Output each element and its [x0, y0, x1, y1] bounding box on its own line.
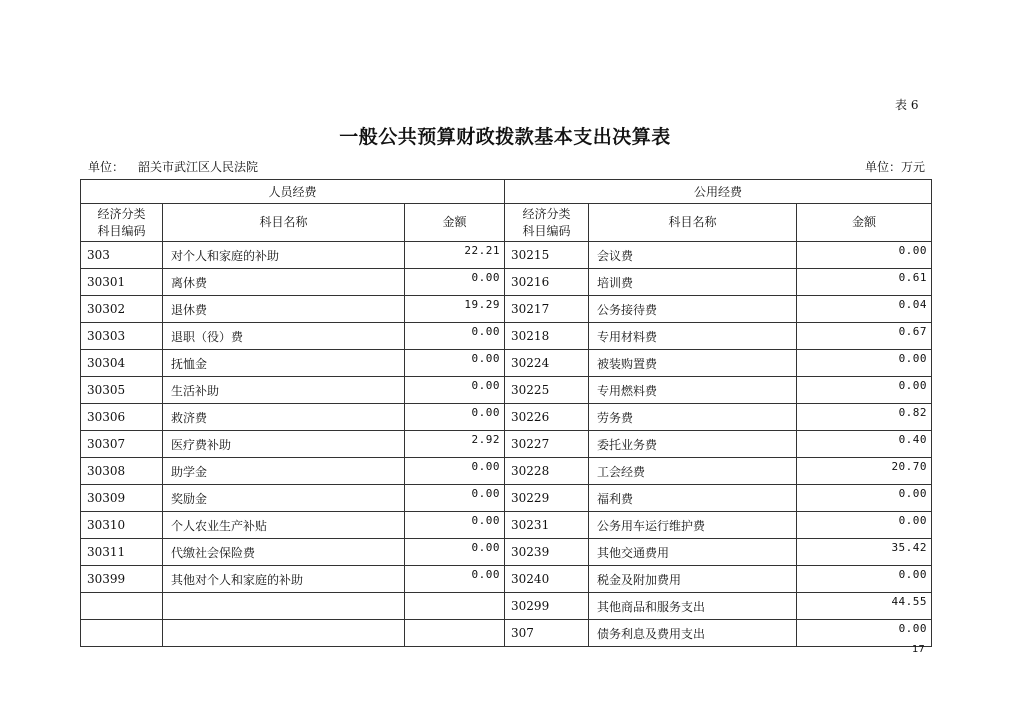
- right-amount-cell: 0.00: [797, 512, 932, 539]
- table-row: [81, 512, 932, 539]
- right-name-cell: 劳务费: [589, 404, 797, 431]
- left-amount-cell: 0.00: [405, 404, 505, 431]
- table-row: [81, 296, 932, 323]
- left-code-cell: 30307: [81, 431, 163, 458]
- right-code-header: [505, 204, 589, 242]
- left-code-cell: 30308: [81, 458, 163, 485]
- left-amount-cell: 0.00: [405, 539, 505, 566]
- right-amount-cell: 0.00: [797, 242, 932, 269]
- right-name-cell: 其他交通费用: [589, 539, 797, 566]
- right-amount-cell: 0.61: [797, 269, 932, 296]
- right-code-cell: 307: [505, 620, 589, 647]
- unit-label: 单位：: [88, 160, 125, 174]
- right-code-cell: 30239: [505, 539, 589, 566]
- right-amount-cell: 20.70: [797, 458, 932, 485]
- unit-name: 韶关市武江区人民法院: [138, 160, 259, 174]
- table-row: [81, 431, 932, 458]
- left-name-header: 科目名称: [163, 204, 405, 242]
- right-amount-header: 金额: [797, 204, 932, 242]
- left-name-cell: [163, 593, 405, 620]
- right-amount-cell: 0.00: [797, 485, 932, 512]
- right-amount-cell: 0.00: [797, 377, 932, 404]
- code-header-line2: 科目编码: [522, 223, 571, 238]
- right-amount-cell: 0.00: [797, 566, 932, 593]
- left-code-cell: 30309: [81, 485, 163, 512]
- right-amount-cell: 0.04: [797, 296, 932, 323]
- left-name-cell: 医疗费补助: [163, 431, 405, 458]
- right-code-cell: 30225: [505, 377, 589, 404]
- right-code-cell: 30227: [505, 431, 589, 458]
- left-amount-cell: 19.29: [405, 296, 505, 323]
- right-code-cell: 30215: [505, 242, 589, 269]
- table-row: [81, 350, 932, 377]
- right-amount-cell: 44.55: [797, 593, 932, 620]
- right-amount-cell: 35.42: [797, 539, 932, 566]
- table-row: [81, 458, 932, 485]
- column-header-row: [81, 204, 932, 242]
- code-header-line2: 科目编码: [97, 223, 146, 238]
- left-amount-cell: [405, 593, 505, 620]
- left-name-cell: 个人农业生产补贴: [163, 512, 405, 539]
- left-amount-cell: 0.00: [405, 323, 505, 350]
- left-name-cell: 对个人和家庭的补助: [163, 242, 405, 269]
- table-row: [81, 269, 932, 296]
- left-amount-cell: 0.00: [405, 350, 505, 377]
- right-name-cell: 公务用车运行维护费: [589, 512, 797, 539]
- right-name-cell: 会议费: [589, 242, 797, 269]
- left-amount-cell: 0.00: [405, 512, 505, 539]
- table-row: [81, 242, 932, 269]
- left-amount-cell: 0.00: [405, 458, 505, 485]
- right-amount-cell: 0.67: [797, 323, 932, 350]
- table-row: [81, 539, 932, 566]
- right-code-cell: 30224: [505, 350, 589, 377]
- left-name-cell: 退职（役）费: [163, 323, 405, 350]
- left-code-cell: 30304: [81, 350, 163, 377]
- table-row: [81, 593, 932, 620]
- right-amount-cell: 0.00: [797, 620, 932, 647]
- right-name-cell: 福利费: [589, 485, 797, 512]
- table-row: [81, 404, 932, 431]
- left-amount-header: 金额: [405, 204, 505, 242]
- left-name-cell: 退休费: [163, 296, 405, 323]
- right-name-cell: 专用燃料费: [589, 377, 797, 404]
- right-code-cell: 30231: [505, 512, 589, 539]
- left-name-cell: [163, 620, 405, 647]
- right-name-cell: 被装购置费: [589, 350, 797, 377]
- table-row: [81, 485, 932, 512]
- table-number: 表 6: [895, 98, 919, 112]
- left-code-cell: [81, 620, 163, 647]
- budget-table: [80, 179, 932, 647]
- left-code-cell: 30305: [81, 377, 163, 404]
- left-code-cell: 30311: [81, 539, 163, 566]
- left-amount-cell: 0.00: [405, 269, 505, 296]
- left-name-cell: 抚恤金: [163, 350, 405, 377]
- page-number: 17: [912, 644, 925, 655]
- right-name-cell: 公务接待费: [589, 296, 797, 323]
- left-name-cell: 代缴社会保险费: [163, 539, 405, 566]
- left-code-cell: 30301: [81, 269, 163, 296]
- right-code-cell: 30218: [505, 323, 589, 350]
- right-name-cell: 其他商品和服务支出: [589, 593, 797, 620]
- left-amount-cell: 0.00: [405, 377, 505, 404]
- right-code-cell: 30216: [505, 269, 589, 296]
- currency-unit: 单位：万元: [865, 160, 926, 174]
- public-group-header: 公用经费: [505, 180, 932, 204]
- right-code-cell: 30240: [505, 566, 589, 593]
- right-amount-cell: 0.40: [797, 431, 932, 458]
- table-row: [81, 377, 932, 404]
- left-name-cell: 奖励金: [163, 485, 405, 512]
- right-code-cell: 30226: [505, 404, 589, 431]
- right-amount-cell: 0.82: [797, 404, 932, 431]
- table-row: [81, 323, 932, 350]
- left-amount-cell: 0.00: [405, 485, 505, 512]
- right-name-cell: 债务利息及费用支出: [589, 620, 797, 647]
- personnel-group-header: 人员经费: [81, 180, 505, 204]
- group-header-row: [81, 180, 932, 204]
- right-name-cell: 委托业务费: [589, 431, 797, 458]
- left-name-cell: 生活补助: [163, 377, 405, 404]
- left-amount-cell: 2.92: [405, 431, 505, 458]
- right-code-cell: 30229: [505, 485, 589, 512]
- left-code-cell: 30399: [81, 566, 163, 593]
- left-code-cell: 303: [81, 242, 163, 269]
- left-amount-cell: [405, 620, 505, 647]
- left-name-cell: 离休费: [163, 269, 405, 296]
- left-code-cell: 30310: [81, 512, 163, 539]
- right-code-cell: 30299: [505, 593, 589, 620]
- left-code-cell: 30306: [81, 404, 163, 431]
- left-amount-cell: 22.21: [405, 242, 505, 269]
- table-row: [81, 566, 932, 593]
- page-title: 一般公共预算财政拨款基本支出决算表: [339, 126, 671, 148]
- right-name-cell: 培训费: [589, 269, 797, 296]
- left-name-cell: 救济费: [163, 404, 405, 431]
- right-code-cell: 30217: [505, 296, 589, 323]
- left-code-cell: 30303: [81, 323, 163, 350]
- right-name-header: 科目名称: [589, 204, 797, 242]
- right-amount-cell: 0.00: [797, 350, 932, 377]
- left-code-cell: 30302: [81, 296, 163, 323]
- right-name-cell: 工会经费: [589, 458, 797, 485]
- right-name-cell: 专用材料费: [589, 323, 797, 350]
- left-code-cell: [81, 593, 163, 620]
- reporting-unit: [88, 158, 258, 175]
- left-amount-cell: 0.00: [405, 566, 505, 593]
- right-name-cell: 税金及附加费用: [589, 566, 797, 593]
- code-header-line1: 经济分类: [97, 206, 146, 221]
- left-name-cell: 助学金: [163, 458, 405, 485]
- left-code-header: [81, 204, 163, 242]
- right-code-cell: 30228: [505, 458, 589, 485]
- left-name-cell: 其他对个人和家庭的补助: [163, 566, 405, 593]
- table-row: [81, 620, 932, 647]
- code-header-line1: 经济分类: [522, 206, 571, 221]
